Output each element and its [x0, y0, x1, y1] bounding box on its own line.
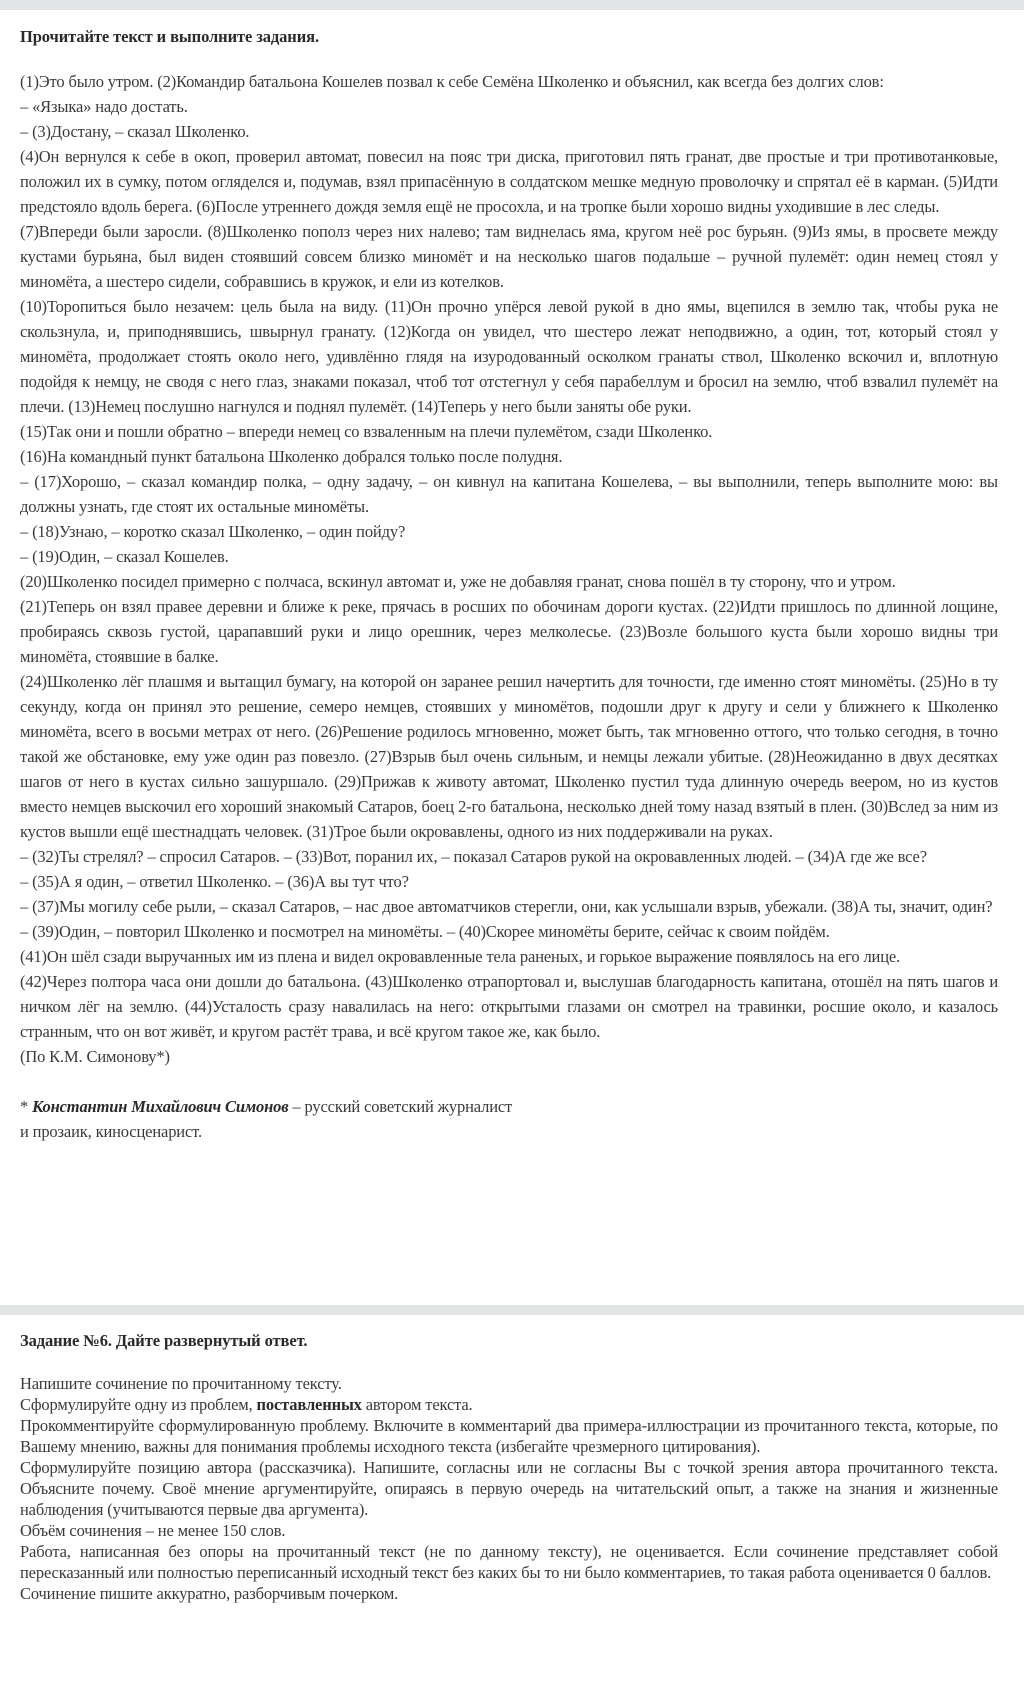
- instruction-text: Сформулируйте одну из проблем,: [20, 1395, 257, 1414]
- instruction-line: [20, 1394, 998, 1415]
- instruction-line: Напишите сочинение по прочитанному тексту.: [20, 1374, 342, 1393]
- paragraph: (1)Это было утром. (2)Командир батальона Кошелев позвал к себе Семёна Школенко и объяснил, как всегда без долгих слов:: [20, 72, 884, 91]
- assignment-instructions: [20, 1373, 998, 1604]
- footnote-star: *: [20, 1097, 33, 1116]
- reading-text-section: [20, 26, 998, 1144]
- story-text: [20, 69, 998, 1144]
- reading-task-heading: Прочитайте текст и выполните задания.: [20, 27, 319, 46]
- instruction-line: Сочинение пишите аккуратно, разборчивым почерком.: [20, 1584, 399, 1603]
- paragraph: (41)Он шёл сзади выручанных им из плена и видел окровавленные тела раненых, и горькое выражение появлялось на его лице.: [20, 947, 901, 966]
- top-separator-bar: [0, 0, 1024, 10]
- instruction-line: Прокомментируйте сформулированную проблему. Включите в комментарий два примера-иллюстрации из прочитанного текста, которые, по Вашему мнению, важны для понимания проблемы исходного текста (избегайте чрезмерного цитирования).: [20, 1416, 998, 1456]
- instruction-line: Работа, написанная без опоры на прочитанный текст (не по данному тексту), не оценивается. Если сочинение представляет собой пересказанный или полностью переписанный исходный текст без каких бы то ни было комментариев, то такая работа оценивается 0 баллов.: [20, 1542, 998, 1582]
- paragraph: (21)Теперь он взял правее деревни и ближе к реке, прячась в росших по обочинам дороги кустах. (22)Идти пришлось по длинной лощине, пробираясь сквозь густой, царапавший руки и лицо орешник, через мелколесье. (23)Возле большого куста были хорошо видны три миномёта, стоявшие в балке.: [20, 597, 998, 666]
- paragraph: – «Языка» надо достать.: [20, 97, 188, 116]
- footnote-text: – русский советский журналист: [288, 1097, 513, 1116]
- instruction-line: Сформулируйте позицию автора (рассказчика). Напишите, согласны или не согласны Вы с точкой зрения автора прочитанного текста. Объясните почему. Своё мнение аргументируйте, опираясь в первую очередь на читательский опыт, а также на знания и жизненные наблюдения (учитываются первые два аргумента).: [20, 1458, 998, 1519]
- paragraph: – (17)Хорошо, – сказал командир полка, – одну задачу, – он кивнул на капитана Кошелева, – вы выполнили, теперь выполните мою: вы должны узнать, где стоят их остальные миномёты.: [20, 472, 998, 516]
- paragraph: (4)Он вернулся к себе в окоп, проверил автомат, повесил на пояс три диска, приготовил пять гранат, две простые и три противотанковые, положил их в сумку, потом огляделся и, подумав, взял припасённую в солдатском мешке медную проволочку и спрятал её в карман. (5)Идти предстояло вдоль берега. (6)После утреннего дождя земля ещё не просохла, и на тропке были хорошо видны уходившие в лес следы.: [20, 147, 998, 216]
- source-attribution: (По К.М. Симонову*): [20, 1047, 170, 1066]
- paragraph: – (32)Ты стрелял? – спросил Сатаров. – (33)Вот, поранил их, – показал Сатаров рукой на окровавленных людей. – (34)А где же все?: [20, 847, 927, 866]
- instruction-text: автором текста.: [361, 1395, 473, 1414]
- paragraph: (15)Так они и пошли обратно – впереди немец со взваленным на плечи пулемётом, сзади Школенко.: [20, 422, 713, 441]
- paragraph: – (18)Узнаю, – коротко сказал Школенко, – один пойду?: [20, 522, 406, 541]
- paragraph: – (3)Достану, – сказал Школенко.: [20, 122, 250, 141]
- paragraph: – (37)Мы могилу себе рыли, – сказал Сатаров, – нас двое автоматчиков стерегли, они, как услышали взрыв, убежали. (38)А ты, значит, один?: [20, 897, 993, 916]
- assignment-heading: Задание №6. Дайте развернутый ответ.: [20, 1331, 308, 1350]
- paragraph: (20)Школенко посидел примерно с полчаса, вскинул автомат и, уже не добавляя гранат, снова пошёл в ту сторону, что и утром.: [20, 572, 896, 591]
- paragraph: – (35)А я один, – ответил Школенко. – (36)А вы тут что?: [20, 872, 409, 891]
- paragraph: – (19)Один, – сказал Кошелев.: [20, 547, 229, 566]
- assignment-section: [20, 1330, 998, 1604]
- footnote: [20, 1094, 998, 1119]
- instruction-line: Объём сочинения – не менее 150 слов.: [20, 1521, 286, 1540]
- spacer: [20, 1069, 998, 1094]
- paragraph: (10)Торопиться было незачем: цель была на виду. (11)Он прочно упёрся левой рукой в дно ямы, вцепился в землю так, чтобы рука не скользнула, и, приподнявшись, швырнул гранату. (12)Когда он увидел, что шестеро лежат неподвижно, а один, тот, который стоял у миномёта, продолжает стоять около него, удивлённо глядя на изуродованный осколком гранаты ствол, Школенко вскочил и, вплотную подойдя к немцу, не сводя с него глаз, знаками показал, чтоб тот отстегнул у себя парабеллум и бросил на землю, чтоб взвалил пулемёт на плечи. (13)Немец послушно нагнулся и поднял пулемёт. (14)Теперь у него были заняты обе руки.: [20, 297, 998, 416]
- paragraph: (7)Впереди были заросли. (8)Школенко пополз через них налево; там виднелась яма, кругом неё рос бурьян. (9)Из ямы, в просвете между кустами бурьяна, был виден стоявший совсем близко миномёт и на несколько шагов подальше – ручной пулемёт: один немец стоял у миномёта, а шестеро сидели, собравшись в кружок, и ели из котелков.: [20, 222, 998, 291]
- paragraph: (24)Школенко лёг плашмя и вытащил бумагу, на которой он заранее решил начертить для точности, где именно стоят миномёты. (25)Но в ту секунду, когда он принял это решение, семеро немцев, стоявших у миномётов, подошли друг к другу и сели у ближнего к Школенко миномёта, всего в восьми метрах от него. (26)Решение родилось мгновенно, может быть, так мгновенно оттого, что только сегодня, в точно такой же обстановке, ему уже один раз повезло. (27)Взрыв был очень сильным, и немцы лежали убитые. (28)Неожиданно в двух десятках шагов от него в кустах сильно зашуршало. (29)Прижав к животу автомат, Школенко пустил туда длинную очередь веером, но из кустов вместо немцев выскочил его хороший знакомый Сатаров, боец 2-го батальона, несколько дней тому назад взятый в плен. (30)Вслед за ним из кустов вышли ещё шестнадцать человек. (31)Трое были окровавлены, одного из них поддерживали на руках.: [20, 672, 998, 841]
- paragraph: (42)Через полтора часа они дошли до батальона. (43)Школенко отрапортовал и, выслушав благодарность капитана, отошёл на пять шагов и ничком лёг на землю. (44)Усталость сразу навалилась на него: открытыми глазами он смотрел на травинки, росшие около, и казалось странным, что он вот живёт, и кругом растёт трава, и всё кругом такое же, как было.: [20, 972, 998, 1041]
- footnote-line-2: и прозаик, киносценарист.: [20, 1122, 202, 1141]
- section-separator-bar: [0, 1305, 1024, 1315]
- paragraph: – (39)Один, – повторил Школенко и посмотрел на миномёты. – (40)Скорее миномёты берите, сейчас к своим пойдём.: [20, 922, 830, 941]
- paragraph: (16)На командный пункт батальона Школенко добрался только после полудня.: [20, 447, 563, 466]
- instruction-emphasis: поставленных: [256, 1395, 362, 1414]
- footnote-author: Константин Михайлович Симонов: [32, 1097, 289, 1116]
